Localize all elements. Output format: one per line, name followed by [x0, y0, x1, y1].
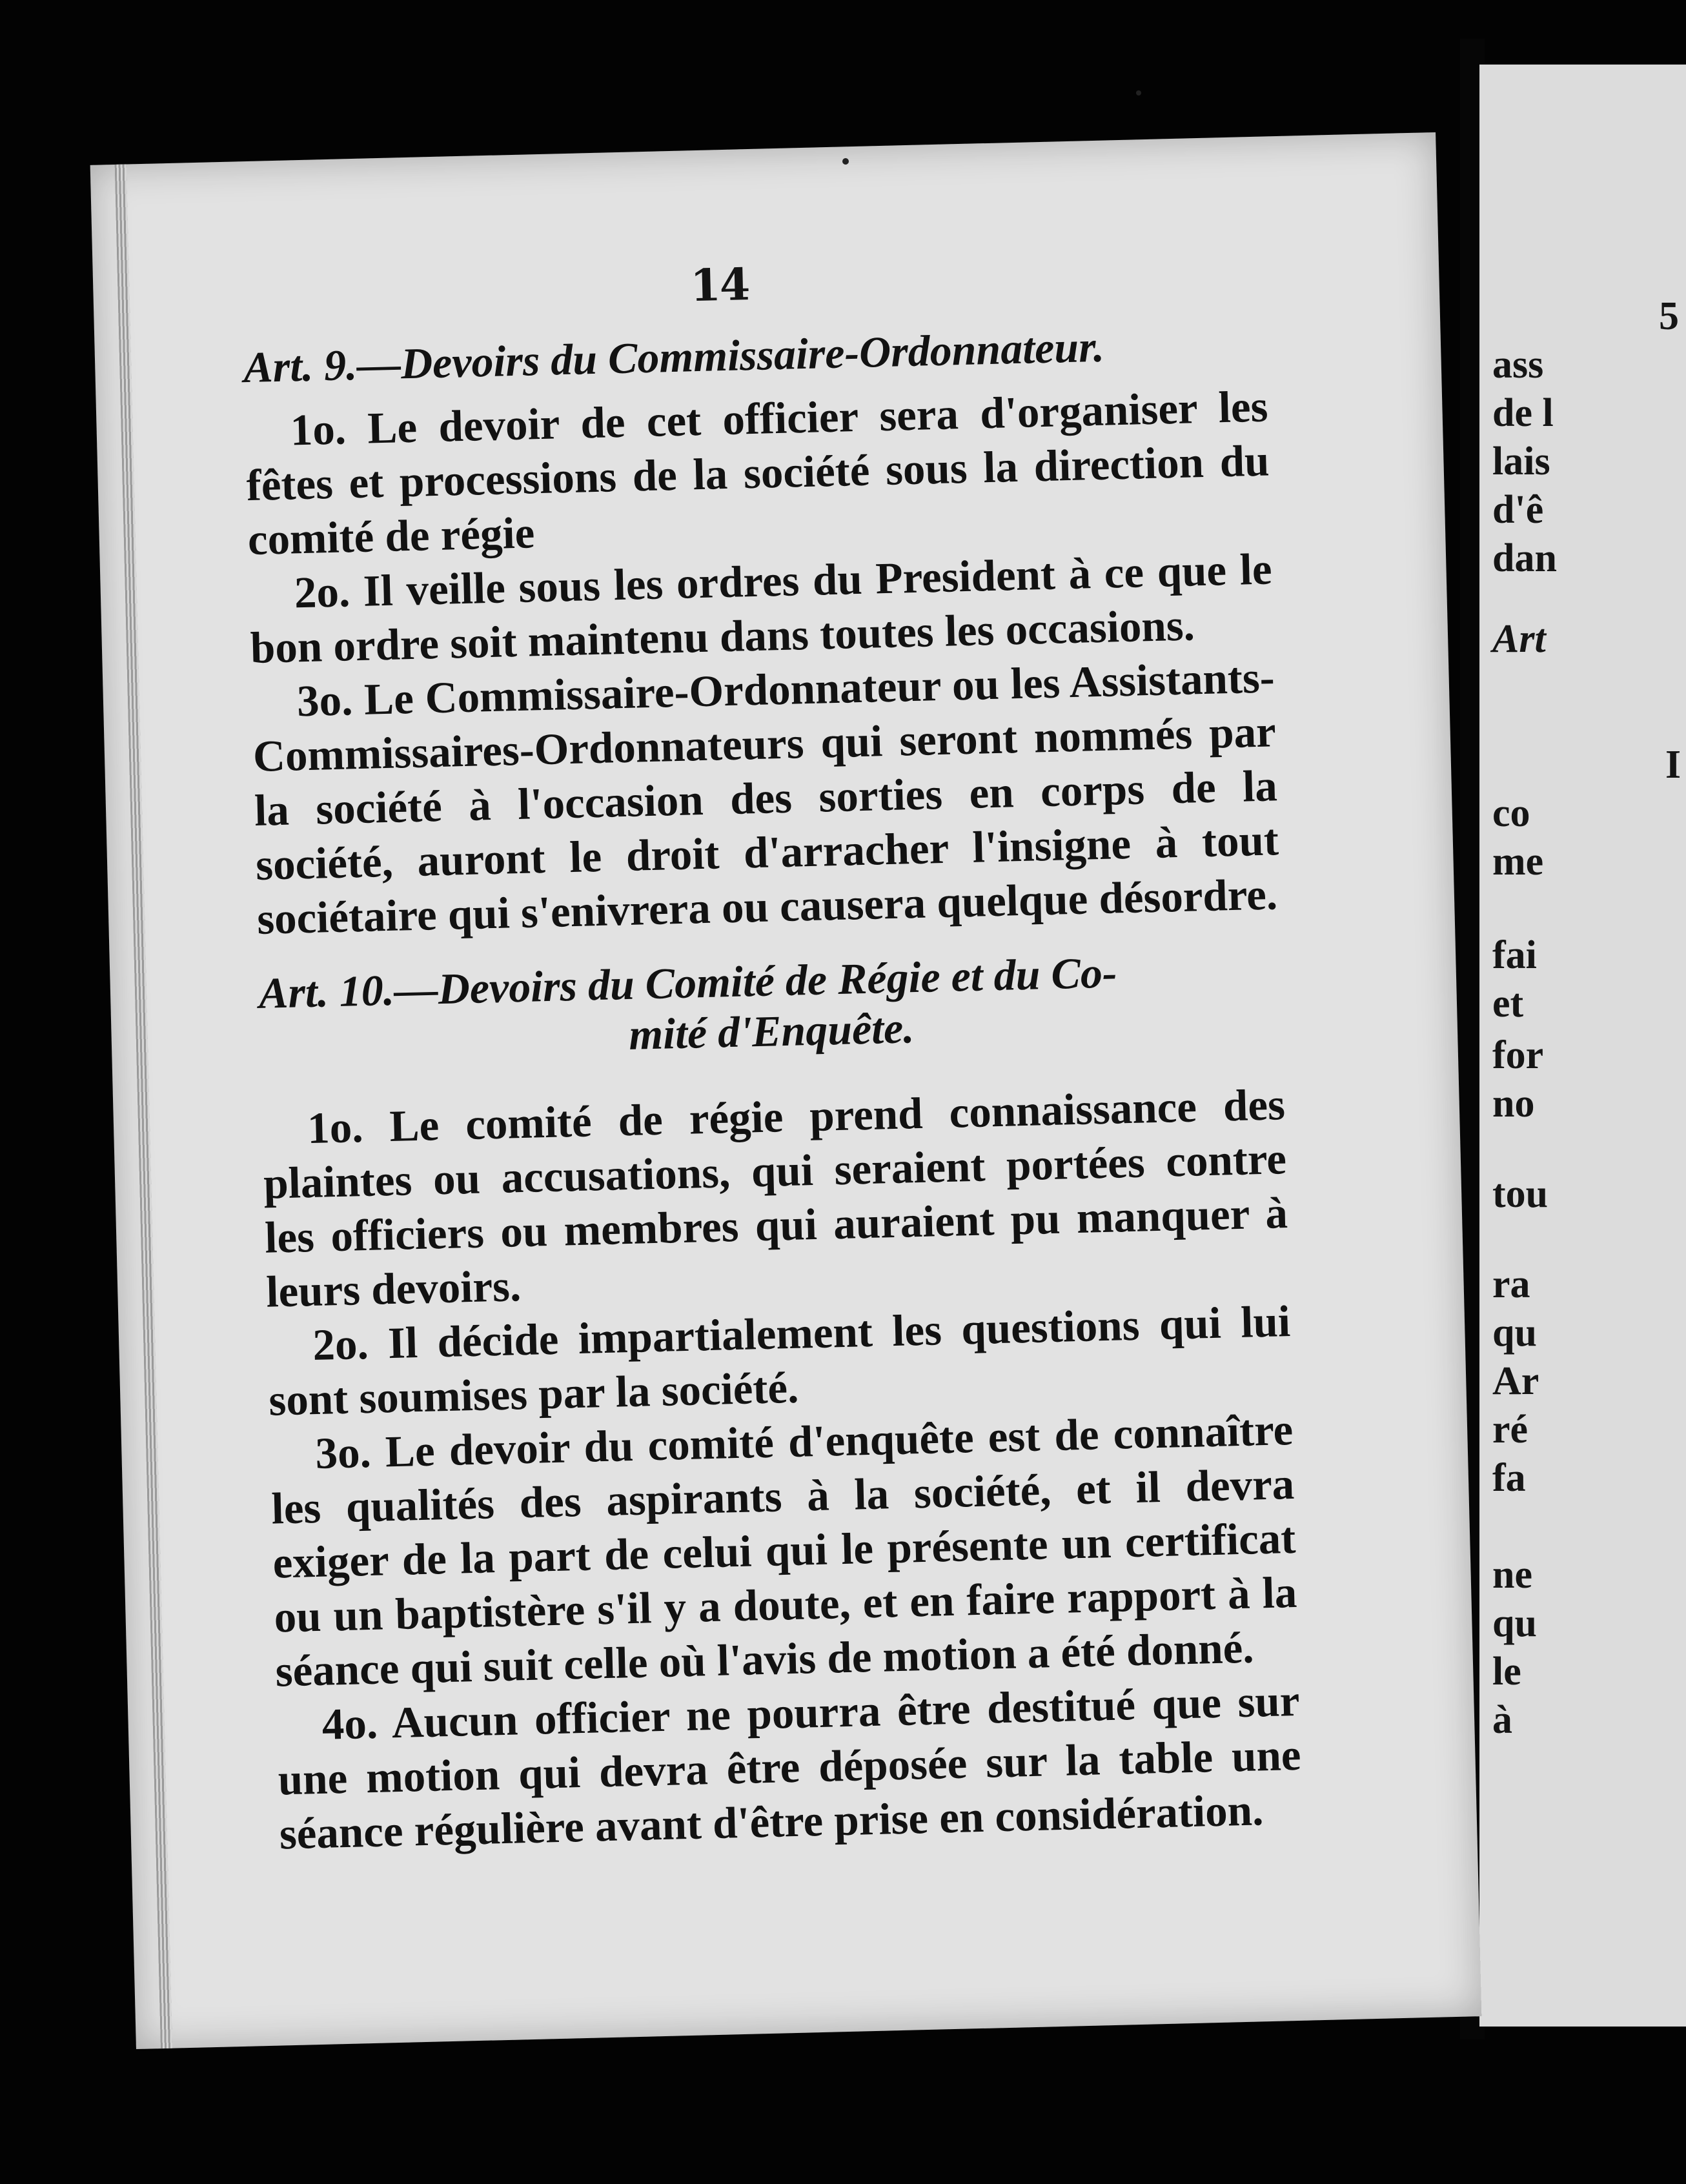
- right-fragment: Ar: [1492, 1359, 1539, 1403]
- article-10-paragraph-1: 1o. Le comité de régie prend connaissance des plaintes ou accusations, qui seraient portées contre les officiers ou membres qui auraient pu manquer à leurs devoirs.: [263, 1080, 1288, 1317]
- right-fragment: ré: [1492, 1408, 1529, 1451]
- article-10-paragraph-2: 2o. Il décide impartialement les questions qui lui sont soumises par la société.: [268, 1297, 1291, 1425]
- article-9-heading: Art. 9.—Devoirs du Commissaire-Ordonnateur.: [243, 321, 1105, 392]
- article-10-heading-line1: Art. 10.—Devoirs du Comité de Régie et du Co-: [258, 947, 1118, 1018]
- right-fragment: me: [1492, 840, 1544, 884]
- ink-speck: [842, 158, 849, 165]
- right-fragment: le: [1492, 1650, 1521, 1694]
- right-fragment: et: [1492, 982, 1524, 1026]
- right-fragment: qu: [1492, 1601, 1537, 1645]
- right-fragment: à: [1492, 1698, 1512, 1742]
- right-fragment: de l: [1492, 391, 1554, 435]
- left-page: [90, 132, 1482, 2049]
- right-fragment: I: [1665, 743, 1681, 787]
- right-fragment: lais: [1492, 440, 1550, 483]
- ink-speck: [1136, 90, 1141, 96]
- article-9-paragraph-1: 1o. Le devoir de cet officier sera d'organiser les fêtes et processions de la société sous la direction du comité de régie: [245, 381, 1270, 565]
- right-fragment: dan: [1492, 536, 1557, 580]
- article-9-paragraph-3: 3o. Le Commissaire-Ordonnateur ou les Assistants-Commissaires-Ordonnateurs qui seront nommés par la société à l'occasion des sorties en corps de la société, auront le droit d'arracher l'insigne à tout sociétaire qui s'enivrera ou causera quelque désordre.: [252, 652, 1279, 944]
- right-fragment: tou: [1492, 1172, 1549, 1216]
- right-fragment: ass: [1492, 343, 1544, 387]
- right-fragment: fai: [1492, 933, 1537, 977]
- page-number: 14: [689, 259, 750, 312]
- right-fragment: Art: [1492, 617, 1546, 661]
- right-fragment: for: [1492, 1033, 1544, 1077]
- right-fragment: d'ê: [1492, 488, 1544, 532]
- right-fragment: 5: [1659, 294, 1679, 338]
- right-fragment: qu: [1492, 1311, 1537, 1355]
- right-fragment: no: [1492, 1082, 1535, 1126]
- article-10-paragraph-4: 4o. Aucun officier ne pourra être destitué que sur une motion qui devra être déposée sur la table une séance régulière avant d'être prise en considération.: [277, 1675, 1302, 1859]
- article-9-paragraph-2: 2o. Il veille sous les ordres du President à ce que le bon ordre soit maintenu dans toutes les occasions.: [250, 544, 1273, 673]
- article-10-paragraph-3: 3o. Le devoir du comité d'enquête est de connaître les qualités des aspirants à la société, et il devra exiger de la part de celui qui le présente un certificat ou un baptistère s'il y a doute, et en faire rapport à la séance qui suit celle où l'avis de motion a été donné.: [270, 1404, 1298, 1696]
- right-fragment: ra: [1492, 1262, 1530, 1306]
- page-content: [243, 317, 1303, 1861]
- right-fragment: fa: [1492, 1456, 1526, 1500]
- article-10-heading-line2: mité d'Enquête.: [628, 1003, 915, 1059]
- right-fragment: ne: [1492, 1553, 1532, 1597]
- right-fragment: co: [1492, 791, 1530, 835]
